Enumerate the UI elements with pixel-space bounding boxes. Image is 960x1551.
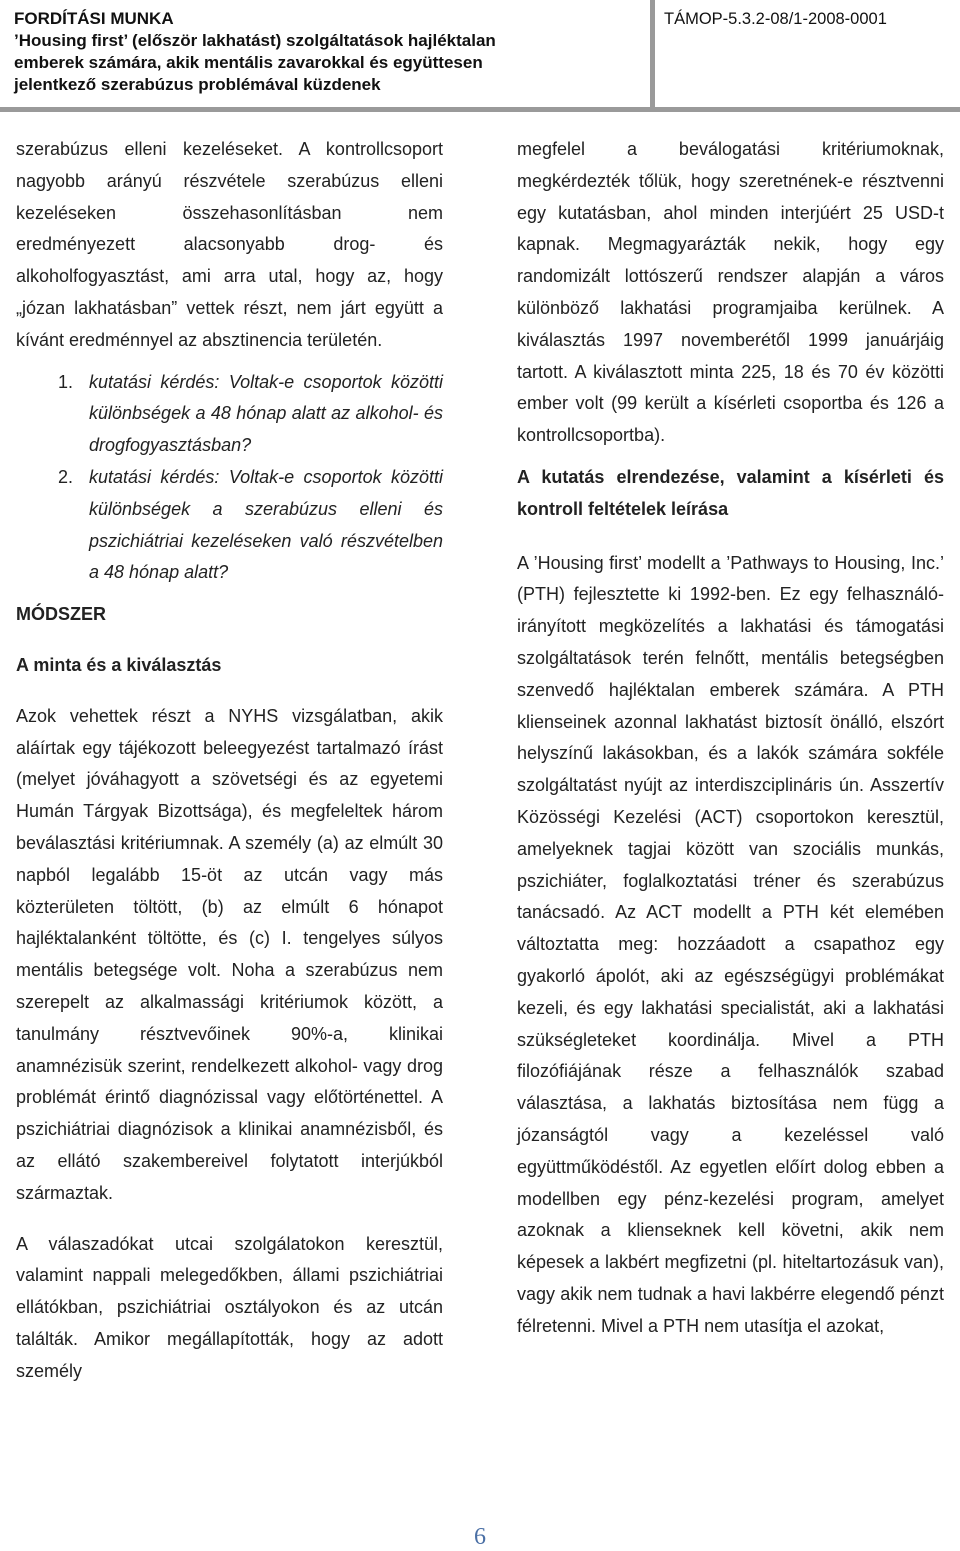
research-question-2-number: 2.	[58, 466, 74, 487]
left-paragraph-3: A válaszadókat utcai szolgálatokon keresztül, valamint nappali melegedőkben, állami pszichiátriai ellátókban, pszichiátriai osztályokon és az utcán találták. Amikor megállapították, hogy az adott személy	[16, 1233, 443, 1381]
project-code: TÁMOP-5.3.2-08/1-2008-0001	[664, 10, 887, 28]
research-question-1	[16, 367, 443, 462]
research-question-1-text: kutatási kérdés: Voltak-e csoportok közötti különbségek a 48 hónap alatt az alkohol- és drogfogyasztásban?	[89, 371, 443, 456]
heading-design: A kutatás elrendezése, valamint a kísérleti és kontroll feltételek leírása	[517, 466, 944, 519]
page-header	[0, 0, 960, 112]
research-question-2	[16, 462, 443, 589]
right-column	[517, 134, 944, 1342]
header-title-line4: jelentkező szerabúzus problémával küzdenek	[14, 75, 381, 94]
heading-method: MÓDSZER	[16, 604, 106, 625]
header-title-block	[14, 8, 646, 96]
header-vertical-divider	[650, 0, 655, 108]
left-column	[16, 134, 443, 1387]
right-paragraph-1: megfelel a beválogatási kritériumoknak, megkérdezték tőlük, hogy szeretnének-e résztvenni egy kutatásban, ahol minden interjúért 25 USD-t kapnak. Megmagyarázták nekik, hogy egy randomizált lottószerű rendszer alapján a város különböző lakhatási programjaiba kerülnek. A kiválasztás 1997 novemberétől 1999 januárjáig tartott. A kiválasztott minta 225, 18 és 70 év közötti ember volt (99 került a kísérleti csoportba és 126 a kontrollcsoportba).	[517, 139, 944, 446]
heading-sample: A minta és a kiválasztás	[16, 654, 222, 675]
header-title-line2: ’Housing first’ (először lakhatást) szolgáltatások hajléktalan	[14, 31, 496, 50]
right-paragraph-2: A ’Housing first’ modellt a ’Pathways to Housing, Inc.’ (PTH) fejlesztette ki 1992-ben. Ez egy felhasználó-irányított megközelítés a lakhatási és támogatási szolgáltatások terén felnőtt, mentális betegségben szenvedő hajléktalan emberek számára. A PTH klienseinek azonnal lakhatást biztosít önálló, elszórt helyszínű lakásokban, és a lakók számára sokféle szolgáltatást nyújt az interdiszciplináris ún. Asszertív Közösségi Kezelési (ACT) csoportokon keresztül, amelyeknek tagjai között van szociális munkás, pszichiáter, foglalkoztatási tréner és szerabúzus tanácsadó. Az ACT modellt a PTH két elemében változtatta meg: hozzáadott a csapathoz egy gyakorló ápolót, aki az egészségügyi problémákat kezeli, és egy lakhatási specialistát, aki a lakhatási szükségleteket koordinálja. Mivel a PTH filozófiájának része a felhasználók szabad választása, a lakhatás biztosítása nem függ a józanságtól vagy a kezeléssel való együttműködéstől. Az egyetlen előírt dolog ebben a modellben egy pénz-kezelési program, amelyet azoknak a klienseknek kell követni, akik nem képesek a lakbért megfizetni (pl. hiteltartozásuk van), vagy akik nem tudnak a havi lakbérre elegendő pénzt félretenni. Mivel a PTH nem utasítja el azokat,	[517, 552, 944, 1336]
header-title-line1: FORDÍTÁSI MUNKA	[14, 9, 174, 28]
header-title-line3: emberek számára, akik mentális zavarokkal és együttesen	[14, 53, 483, 72]
research-question-1-number: 1.	[58, 371, 74, 392]
left-paragraph-2: Azok vehettek részt a NYHS vizsgálatban, akik aláírtak egy tájékozott beleegyezést tartalmazó írást (melyet jóváhagyott a szövetségi és az egyetemi Humán Tárgyak Bizottsága), és megfeleltek három beválasztási kritériumnak. A személy (a) az elmúlt 30 napból legalább 15-öt az utcán vagy más közterületen töltött, (b) az elmúlt 6 hónapot hajléktalanként töltötte, és (c) I. tengelyes súlyos mentális betegsége volt. Noha a szerabúzus nem szerepelt az alkalmassági kritériumok között, a tanulmány résztvevőinek 90%-a, klinikai anamnézisük szerint, rendelkezett alkohol- vagy drog problémát érintő diagnózissal vagy előtörténettel. A pszichiátriai diagnózisok a klinikai anamnézisből, és az ellátó szakembereivel folytatott interjúkból származtak.	[16, 705, 443, 1203]
research-question-2-text: kutatási kérdés: Voltak-e csoportok közötti különbségek a szerabúzus elleni és pszichiátriai kezeléseken való részvételben a 48 hónap alatt?	[89, 466, 443, 583]
left-paragraph-1: szerabúzus elleni kezeléseket. A kontrollcsoport nagyobb arányú részvétele szerabúzus elleni kezeléseken összehasonlításban nem eredményezett alacsonyabb drog- és alkoholfogyasztást, ami arra utal, hogy az, hogy „józan lakhatásban” vettek részt, nem járt együtt a kívánt eredménnyel az absztinencia területén.	[16, 139, 443, 350]
page-number: 6	[474, 1524, 486, 1550]
header-horizontal-divider	[0, 107, 960, 112]
